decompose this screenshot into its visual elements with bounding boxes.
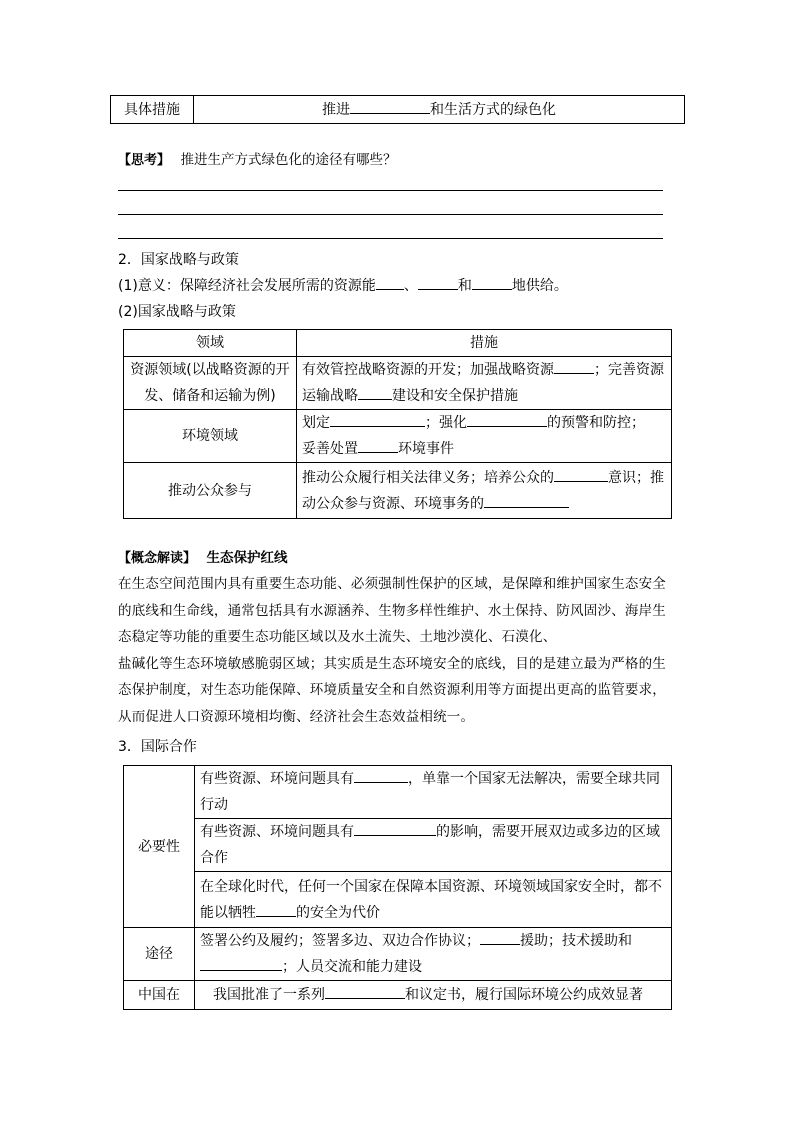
section-2-p1	[118, 273, 568, 299]
necessity-item-1	[195, 766, 672, 819]
header-measure: 措施	[297, 330, 672, 357]
p1-text: 和	[457, 278, 472, 294]
measures-table	[110, 95, 685, 124]
blank	[554, 466, 608, 482]
concept-line: 态保护制度，对生态功能保障、环境质量安全和自然资源利用等方面提出更高的监管要求，	[118, 682, 666, 698]
cell-text: 我国批准了一系列	[213, 987, 325, 1003]
necessity-label: 必要性	[124, 766, 195, 928]
cell-text: 的预警和防控；	[547, 415, 645, 431]
cell-text: 划定	[302, 415, 330, 431]
path-label: 途径	[124, 928, 195, 981]
concept-line: 从而促进人口资源环境相均衡、经济社会生态效益相统一。	[118, 708, 475, 725]
concept-line: 的底线和生命线，通常包括具有水源涵养、生物多样性维护、水土保持、防风固沙、海岸生	[118, 602, 666, 619]
concept-line: 在生态空间范围内具有重要生态功能、必须强制性保护的区域，是保障和维护国家生态安全	[118, 576, 666, 592]
think-tag: 【思考】	[118, 153, 171, 168]
section-2	[118, 247, 568, 325]
blank	[376, 274, 404, 290]
strategy-table	[123, 329, 672, 519]
row-environment-measure	[297, 410, 672, 463]
cell-text: 运输战略	[302, 388, 358, 404]
think-question: 推进生产方式绿色化的途径有哪些？	[180, 152, 397, 168]
section-2-p2: (2)国家战略与政策	[118, 304, 236, 320]
blank	[358, 384, 392, 400]
cell-text: ；强化	[425, 415, 467, 431]
cell-text: 能以牺牲	[200, 904, 256, 921]
cooperation-table	[123, 765, 672, 1010]
blank	[480, 929, 520, 945]
blank	[330, 411, 425, 427]
blank	[350, 98, 430, 114]
concept-title	[118, 546, 287, 566]
blank	[358, 437, 398, 453]
cell-text: 建设和安全保护措施	[392, 388, 518, 404]
blank	[354, 767, 408, 783]
blank	[554, 358, 594, 374]
cell-text: ；人员交流和能力建设	[282, 959, 422, 975]
blank	[200, 955, 282, 971]
blank	[467, 411, 547, 427]
p1-text: 地供给。	[511, 278, 568, 294]
cell-text: 和议定书，履行国际环境公约成效显著	[405, 987, 643, 1003]
cell-text: 妥善处置	[302, 441, 358, 457]
cell-text: 有些资源、环境问题具有	[200, 824, 354, 840]
p1-text: 、	[403, 278, 418, 294]
cell-text: 意识；推	[608, 469, 664, 486]
header-field: 领域	[124, 330, 297, 357]
measures-text-b: 和生活方式的绿色化	[430, 101, 556, 118]
section-3-heading: 3．国际合作	[118, 739, 197, 755]
blank	[484, 492, 569, 508]
necessity-item-3	[195, 872, 672, 928]
china-content	[195, 981, 672, 1010]
concept-line: 态稳定等功能的重要生态功能区域以及水土流失、土地沙漠化、石漠化、	[118, 629, 557, 645]
blank	[325, 983, 405, 999]
measures-text-a: 推进	[322, 101, 350, 118]
cell-text: ，单靠一个国家无法解决，需要全球共同	[408, 771, 660, 787]
cell-text: 援助；技术援助和	[520, 933, 632, 949]
cell-text: 行动	[200, 797, 228, 813]
cell-text: 有些资源、环境问题具有	[200, 771, 354, 787]
cell-text: 合作	[200, 850, 228, 866]
row-resource-measure	[297, 357, 672, 410]
answer-line	[118, 190, 663, 191]
cell-text: ；完善资源	[594, 362, 664, 378]
concept-body	[118, 571, 678, 730]
cell-text: 资源领域(以战略资源的开	[130, 362, 290, 378]
p1-text: (1)意义：保障经济社会发展所需的资源能	[118, 278, 376, 294]
cell-text: 环境事件	[398, 441, 454, 457]
blank	[472, 274, 512, 290]
blank	[418, 274, 458, 290]
row-resource-field	[124, 357, 297, 410]
cell-text: 的影响，需要开展双边或多边的区域	[436, 824, 660, 840]
row-environment-field: 环境领域	[124, 410, 297, 463]
cell-text: 在全球化时代，任何一个国家在保障本国资源、环境领域国家安全时，都不	[200, 878, 662, 895]
row-public-field: 推动公众参与	[124, 463, 297, 519]
concept-line: 盐碱化等生态环境敏感脆弱区域；其实质是生态环境安全的底线，目的是建立最为严格的生	[118, 655, 666, 672]
section-2-heading: 2．国家战略与政策	[118, 252, 239, 268]
concept-tag: 【概念解读】	[118, 551, 197, 566]
concept-heading: 生态保护红线	[206, 550, 288, 566]
cell-text: 发、储备和运输为例)	[144, 388, 276, 404]
cell-text: 推动公众履行相关法律义务；培养公众的	[302, 469, 554, 486]
measures-content	[194, 96, 685, 124]
answer-line	[118, 214, 663, 215]
cell-text: 动公众参与资源、环境事务的	[302, 495, 484, 512]
blank	[354, 820, 436, 836]
blank	[256, 901, 296, 917]
think-block	[118, 148, 396, 168]
row-public-measure	[297, 463, 672, 519]
path-content	[195, 928, 672, 981]
necessity-item-2	[195, 819, 672, 872]
cell-text: 的安全为代价	[296, 904, 380, 921]
measures-label: 具体措施	[111, 96, 194, 124]
china-label: 中国在	[124, 981, 195, 1010]
cell-text: 有效管控战略资源的开发；加强战略资源	[302, 362, 554, 378]
cell-text: 签署公约及履约；签署多边、双边合作协议；	[200, 933, 480, 949]
answer-line	[118, 238, 663, 239]
